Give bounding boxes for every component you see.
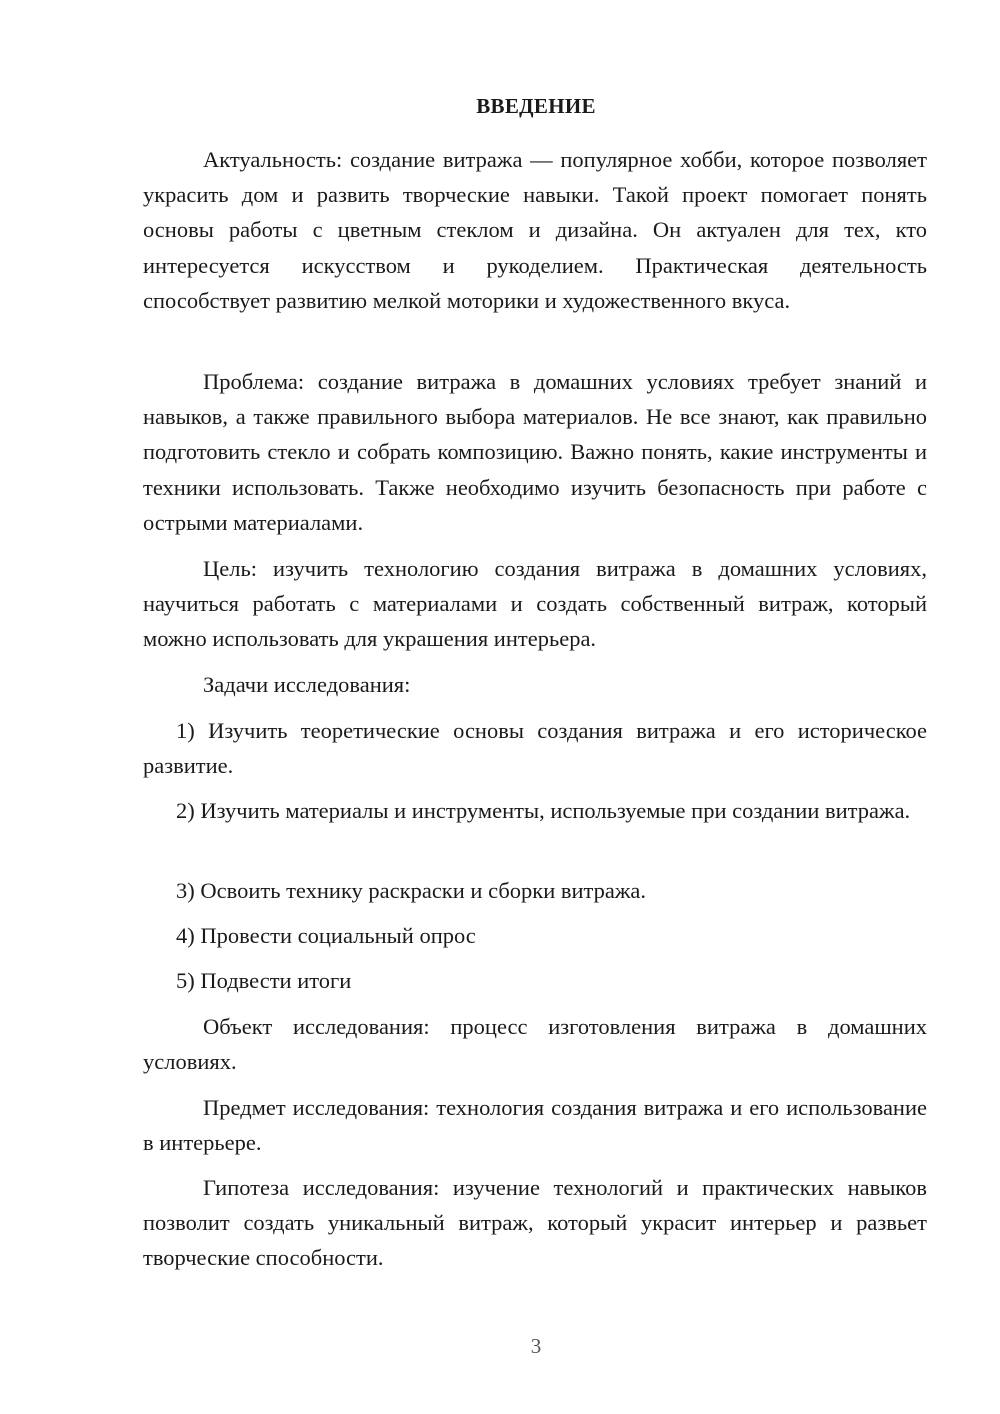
list-item: 3) Освоить технику раскраски и сборки витража. [176,878,647,903]
object-paragraph: Объект исследования: процесс изготовления витража в домашних условиях. [143,1014,927,1075]
relevance-paragraph: Актуальность: создание витража — популярное хобби, которое позволяет украсить дом и развить творческие навыки. Такой проект помогает понять основы работы с цветным стеклом и дизайна. Он актуален для тех, кто интересуется искусством и рукоделием. Практическая деятельность способствует развитию мелкой моторики и художественного вкуса. [143,147,927,313]
list-item: 1) Изучить теоретические основы создания витража и его историческое развитие. [143,718,927,779]
hypothesis-paragraph: Гипотеза исследования: изучение технологий и практических навыков позволит создать уникальный витраж, который украсит интерьер и развьет творческие способности. [143,1175,927,1271]
list-item: 2) Изучить материалы и инструменты, используемые при создании витража. [176,798,911,823]
page-number: 3 [530,1334,542,1358]
list-item: 4) Провести социальный опрос [176,923,476,948]
problem-paragraph: Проблема: создание витража в домашних условиях требует знаний и навыков, а также правильного выбора материалов. Не все знают, как правильно подготовить стекло и собрать композицию. Важно понять, какие инструменты и техники использовать. Также необходимо изучить безопасность при работе с острыми материалами. [143,369,927,535]
goal-paragraph: Цель: изучить технологию создания витража в домашних условиях, научиться работать с материалами и создать собственный витраж, который можно использовать для украшения интерьера. [143,556,927,652]
list-item: 5) Подвести итоги [176,968,352,993]
page-title: ВВЕДЕНИЕ [476,94,596,118]
tasks-heading: Задачи исследования: [203,672,411,697]
subject-paragraph: Предмет исследования: технология создания витража и его использование в интерьере. [143,1095,927,1156]
